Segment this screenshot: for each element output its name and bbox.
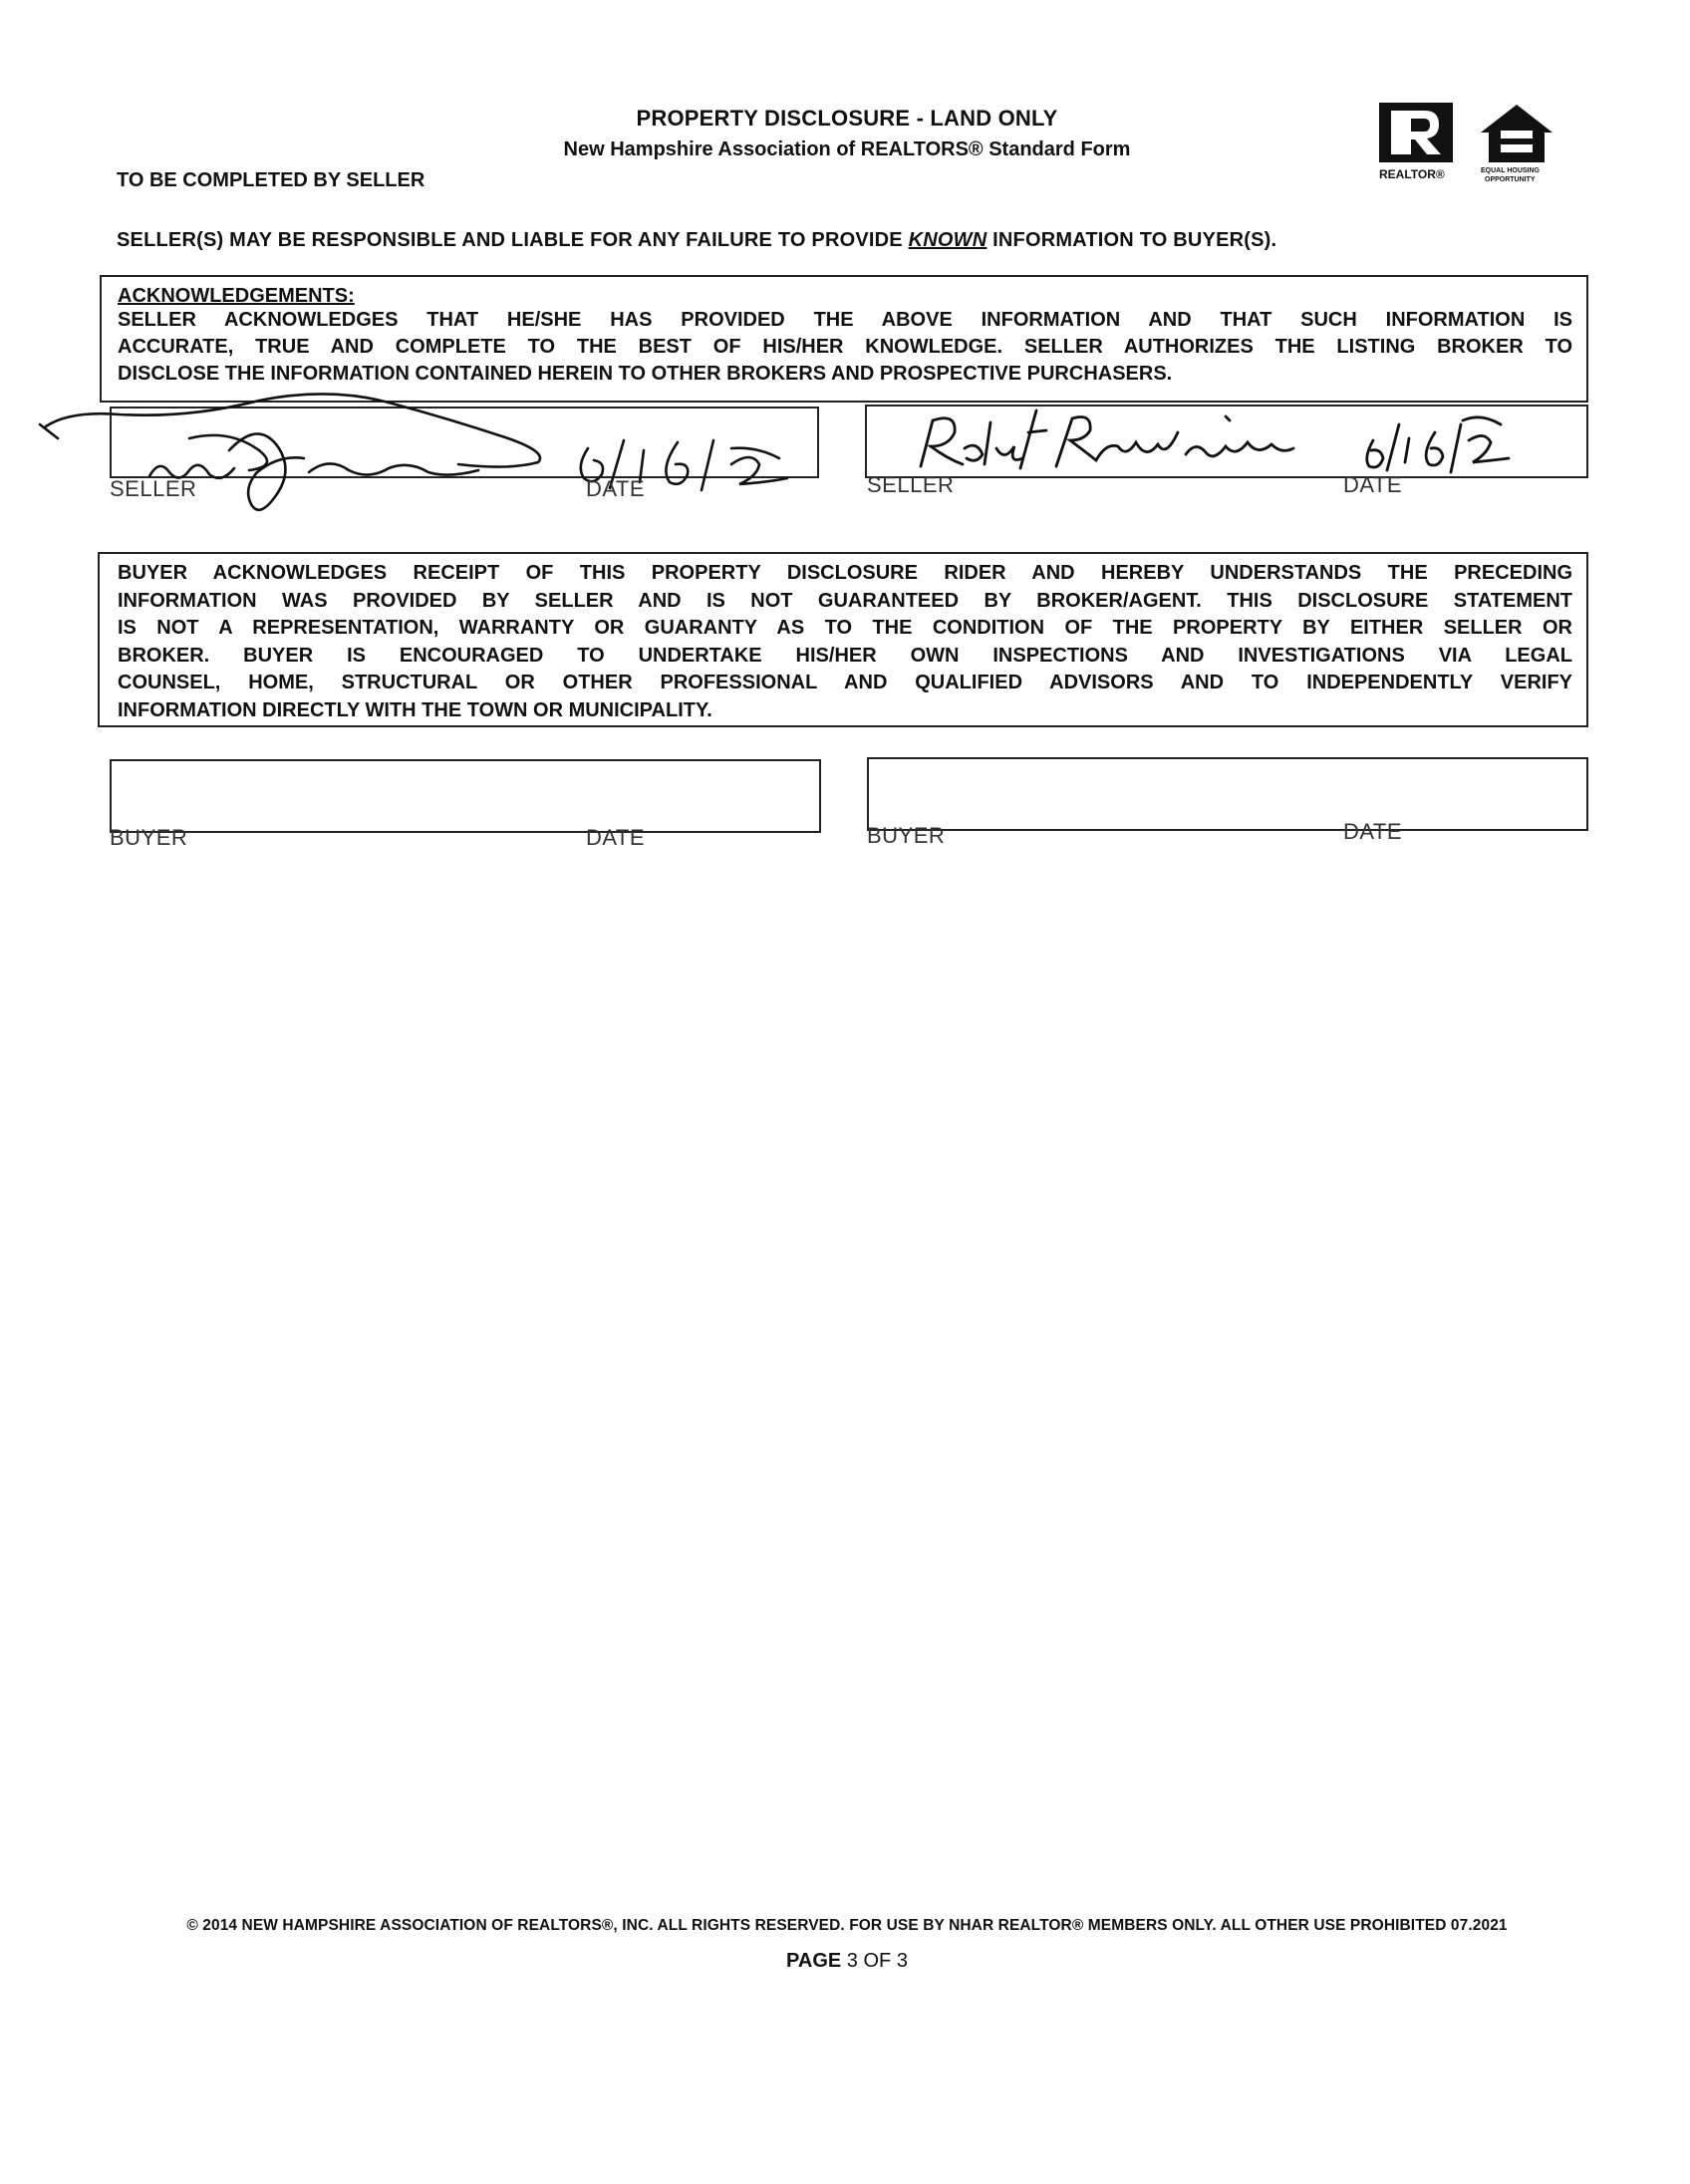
warning-text-after: INFORMATION TO BUYER(S).: [986, 229, 1277, 251]
logo-group: [1377, 99, 1576, 188]
seller-1-handwritten-signature: [30, 389, 847, 528]
liability-warning: [117, 229, 1482, 252]
buyer-label-2: BUYER: [867, 823, 946, 848]
equal-housing-house-icon: [1481, 105, 1552, 162]
page-number: [698, 1950, 996, 1973]
seller-label-1: SELLER: [110, 476, 197, 501]
document-title: PROPERTY DISCLOSURE - LAND ONLY: [636, 106, 1058, 131]
warning-emphasis: KNOWN: [908, 229, 987, 251]
page-count: 3 OF 3: [841, 1950, 908, 1972]
seller-2-handwritten-signature: [897, 403, 1554, 492]
buyer-acknowledgement-box: [98, 552, 1588, 727]
acknowledgement-line: ACCURATE, TRUE AND COMPLETE TO THE BEST OF HIS/HER KNOWLEDGE. SELLER AUTHORIZES THE LISTING BROKER TO: [118, 336, 1572, 358]
svg-text:OPPORTUNITY: OPPORTUNITY: [1485, 176, 1536, 183]
buyer-acknowledgement-line: INFORMATION WAS PROVIDED BY SELLER AND IS NOT GUARANTEED BY BROKER/AGENT. THIS DISCLOSURE STATEMENT: [118, 589, 1572, 612]
document-subtitle: New Hampshire Association of REALTORS® Standard Form: [563, 138, 1131, 160]
buyer-date-label-1: DATE: [586, 825, 646, 850]
buyer-signature-box-1[interactable]: [110, 759, 821, 833]
buyer-acknowledgement-line: BUYER ACKNOWLEDGES RECEIPT OF THIS PROPERTY DISCLOSURE RIDER AND HEREBY UNDERSTANDS THE PRECEDING: [118, 562, 1572, 584]
copyright-notice: © 2014 NEW HAMPSHIRE ASSOCIATION OF REALTORS®, INC. ALL RIGHTS RESERVED. FOR USE BY NHAR REALTOR® MEMBERS ONLY. ALL OTHER USE PROHIBITED 07.2021: [186, 1917, 1508, 1934]
buyer-acknowledgement-line: INFORMATION DIRECTLY WITH THE TOWN OR MUNICIPALITY.: [118, 698, 712, 721]
completion-instruction: TO BE COMPLETED BY SELLER: [117, 169, 425, 191]
buyer-acknowledgement-line: IS NOT A REPRESENTATION, WARRANTY OR GUARANTY AS TO THE CONDITION OF THE PROPERTY BY EITHER SELLER OR: [118, 617, 1572, 639]
realtor-r-logo-icon: [1377, 99, 1576, 188]
svg-text:EQUAL HOUSING: EQUAL HOUSING: [1481, 167, 1540, 174]
buyer-signature-box-2[interactable]: [867, 757, 1588, 831]
buyer-date-label-2: DATE: [1343, 819, 1403, 844]
buyer-acknowledgement-line: COUNSEL, HOME, STRUCTURAL OR OTHER PROFESSIONAL AND QUALIFIED ADVISORS AND TO INDEPENDENTLY VERIFY: [118, 672, 1572, 693]
seller-date-label-1: DATE: [586, 476, 646, 501]
buyer-acknowledgement-line: BROKER. BUYER IS ENCOURAGED TO UNDERTAKE HIS/HER OWN INSPECTIONS AND INVESTIGATIONS VIA LEGAL: [118, 644, 1572, 667]
buyer-label-1: BUYER: [110, 825, 188, 850]
svg-text:REALTOR®: REALTOR®: [1379, 167, 1445, 181]
page-label: PAGE: [786, 1950, 842, 1972]
warning-text-before: SELLER(S) MAY BE RESPONSIBLE AND LIABLE FOR ANY FAILURE TO PROVIDE: [117, 229, 909, 251]
acknowledgement-line: DISCLOSE THE INFORMATION CONTAINED HEREIN TO OTHER BROKERS AND PROSPECTIVE PURCHASERS.: [118, 363, 1173, 385]
acknowledgement-line: SELLER ACKNOWLEDGES THAT HE/SHE HAS PROVIDED THE ABOVE INFORMATION AND THAT SUCH INFORMATION IS: [118, 309, 1572, 331]
seller-date-label-2: DATE: [1343, 472, 1403, 497]
acknowledgements-box: [100, 275, 1588, 403]
acknowledgements-heading: ACKNOWLEDGEMENTS:: [118, 285, 355, 307]
seller-label-2: SELLER: [867, 472, 955, 497]
